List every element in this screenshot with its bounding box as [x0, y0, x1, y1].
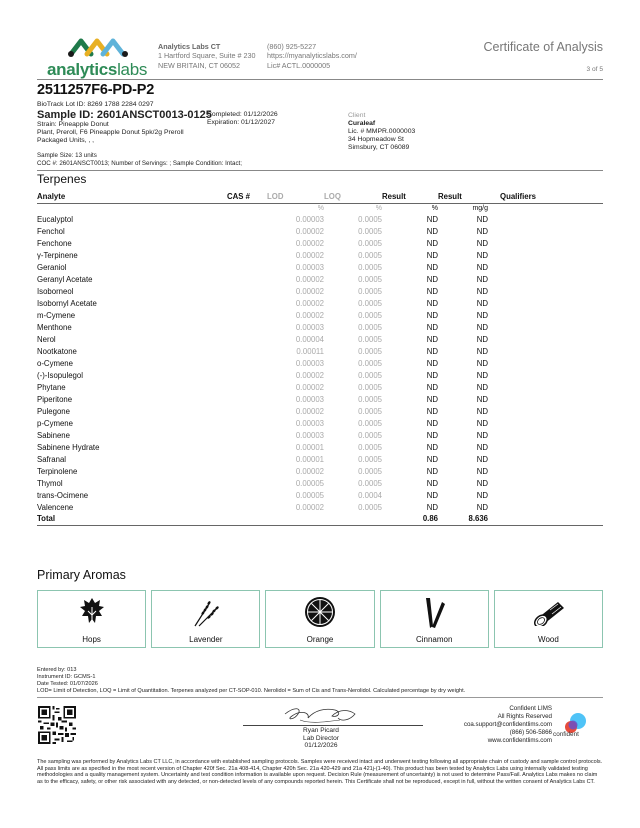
terpenes-table — [37, 192, 603, 526]
client-info — [348, 112, 415, 152]
test-notes — [37, 667, 603, 698]
completed-date: Completed: 01/12/2026 — [207, 111, 278, 118]
cell-loq: 0.0005 — [358, 274, 382, 284]
cell-lod: 0.00003 — [295, 394, 324, 404]
cell-loq: 0.0005 — [358, 334, 382, 344]
cell-qualifiers — [488, 321, 603, 333]
header-cas: CAS # — [227, 192, 267, 203]
cell-qualifiers — [488, 237, 603, 249]
cell-cas — [227, 273, 267, 285]
cell-result-percent: ND — [426, 382, 438, 392]
cell-result-mgg: ND — [476, 382, 488, 392]
lims-info — [464, 705, 552, 745]
cell-loq: 0.0005 — [358, 442, 382, 452]
sample-dates — [207, 111, 278, 128]
cell-analyte: Geranyl Acetate — [37, 274, 93, 284]
document-title: Certificate of Analysis — [483, 40, 603, 54]
header-loq: LOQ — [324, 192, 382, 203]
cell-qualifiers — [488, 405, 603, 417]
cell-cas — [227, 465, 267, 477]
table-row — [37, 249, 603, 261]
cell-qualifiers — [488, 225, 603, 237]
cell-loq: 0.0005 — [358, 466, 382, 476]
sample-id: Sample ID: 2601ANSCT0013-0125 — [37, 109, 212, 121]
total-row — [37, 513, 603, 525]
cell-loq: 0.0005 — [358, 310, 382, 320]
cell-result-mgg: ND — [476, 406, 488, 416]
cell-loq: 0.0005 — [358, 358, 382, 368]
coc-info: COC #: 2601ANSCT0013; Number of Servings: ; Sample Condition: Intact; — [37, 159, 242, 167]
cell-cas — [227, 417, 267, 429]
cell-result-percent: ND — [426, 430, 438, 440]
cell-cas — [227, 369, 267, 381]
aroma-label: Lavender — [189, 635, 223, 644]
client-license: Lic. # MMPR.0000003 — [348, 128, 416, 135]
cell-qualifiers — [488, 429, 603, 441]
cinnamon-icon — [422, 596, 446, 630]
wood-log-icon — [530, 596, 566, 626]
unit-lod: % — [317, 204, 324, 212]
cell-result-mgg: ND — [476, 478, 488, 488]
cell-lod: 0.00002 — [295, 286, 324, 296]
lab-contact — [267, 42, 357, 70]
table-row — [37, 393, 603, 405]
client-label: Client — [348, 112, 366, 119]
table-row — [37, 261, 603, 273]
entered-by: Entered by: 013 — [37, 667, 77, 673]
cell-analyte: o-Cymene — [37, 358, 73, 368]
cell-lod: 0.00001 — [295, 454, 324, 464]
table-row — [37, 381, 603, 393]
cell-result-percent: ND — [426, 406, 438, 416]
cell-analyte: Fenchol — [37, 226, 65, 236]
cell-analyte: Pulegone — [37, 406, 70, 416]
cell-lod: 0.00003 — [295, 262, 324, 272]
cell-loq: 0.0005 — [358, 238, 382, 248]
cell-lod: 0.00002 — [295, 502, 324, 512]
cell-lod: 0.00002 — [295, 310, 324, 320]
signer-name: Ryan Picard — [303, 727, 339, 734]
signature-image — [280, 702, 360, 726]
cell-loq: 0.0005 — [358, 298, 382, 308]
lims-rights: All Rights Reserved — [497, 713, 552, 720]
cell-result-percent: ND — [426, 310, 438, 320]
cell-analyte: Phytane — [37, 382, 66, 392]
sample-extra — [37, 152, 242, 167]
cell-result-percent: ND — [426, 214, 438, 224]
cell-result-percent: ND — [426, 502, 438, 512]
expiration-date: Expiration: 01/12/2027 — [207, 119, 276, 127]
cell-lod: 0.00002 — [295, 238, 324, 248]
cell-cas — [227, 393, 267, 405]
table-row — [37, 273, 603, 285]
cell-loq: 0.0005 — [358, 286, 382, 296]
cell-cas — [227, 237, 267, 249]
cell-result-percent: ND — [426, 298, 438, 308]
cell-loq: 0.0005 — [358, 226, 382, 236]
cell-cas — [227, 453, 267, 465]
cell-cas — [227, 333, 267, 345]
lims-phone: (866) 506-5866 — [509, 729, 552, 736]
lab-name: Analytics Labs CT — [158, 42, 221, 51]
cell-lod: 0.00001 — [295, 442, 324, 452]
cell-lod: 0.00002 — [295, 274, 324, 284]
cell-loq: 0.0005 — [358, 250, 382, 260]
qr-code[interactable] — [38, 706, 76, 744]
instrument-id: Instrument ID: GCMS-1 — [37, 674, 96, 680]
cell-lod: 0.00002 — [295, 406, 324, 416]
table-row — [37, 429, 603, 441]
aroma-card-lavender — [151, 590, 260, 648]
cell-result-mgg: ND — [476, 298, 488, 308]
cell-cas — [227, 249, 267, 261]
page-number: 3 of 5 — [586, 66, 603, 73]
cell-analyte: m-Cymene — [37, 310, 76, 320]
table-row — [37, 417, 603, 429]
aromas-grid — [37, 590, 603, 648]
cell-analyte: Geraniol — [37, 262, 67, 272]
cell-result-percent: ND — [426, 358, 438, 368]
signer-title: Lab Director — [303, 734, 339, 742]
cell-lod: 0.00011 — [296, 346, 324, 356]
table-header-row — [37, 192, 603, 203]
cell-result-percent: ND — [426, 346, 438, 356]
cell-loq: 0.0005 — [358, 262, 382, 272]
table-row — [37, 405, 603, 417]
cell-result-mgg: ND — [476, 358, 488, 368]
product-description-2: Packaged Units, , , — [37, 137, 95, 144]
cell-loq: 0.0005 — [358, 382, 382, 392]
cell-qualifiers — [488, 285, 603, 297]
cell-result-mgg: ND — [476, 226, 488, 236]
table-row — [37, 213, 603, 225]
cell-lod: 0.00005 — [295, 478, 324, 488]
cell-analyte: Nerol — [37, 334, 56, 344]
cell-cas — [227, 477, 267, 489]
cell-cas — [227, 321, 267, 333]
cell-result-mgg: ND — [476, 346, 488, 356]
cell-loq: 0.0004 — [358, 490, 382, 500]
header-lod: LOD — [267, 192, 324, 203]
cell-result-percent: ND — [426, 466, 438, 476]
lab-address-1: 1 Hartford Square, Suite # 230 — [158, 51, 256, 61]
cell-cas — [227, 429, 267, 441]
cell-cas — [227, 285, 267, 297]
cell-lod: 0.00004 — [295, 334, 324, 344]
cell-lod: 0.00003 — [295, 322, 324, 332]
unit-result-percent: % — [431, 204, 438, 212]
cell-qualifiers — [488, 249, 603, 261]
cell-lod: 0.00002 — [295, 370, 324, 380]
table-row — [37, 369, 603, 381]
cell-result-mgg: ND — [476, 430, 488, 440]
cell-result-mgg: ND — [476, 490, 488, 500]
cell-result-mgg: ND — [476, 238, 488, 248]
cell-qualifiers — [488, 309, 603, 321]
cell-result-mgg: ND — [476, 466, 488, 476]
cell-analyte: Fenchone — [37, 238, 72, 248]
cell-result-percent: ND — [426, 418, 438, 428]
cell-qualifiers — [488, 477, 603, 489]
cell-result-mgg: ND — [476, 370, 488, 380]
cell-analyte: Isobornyl Acetate — [37, 298, 97, 308]
hops-icon — [79, 596, 105, 628]
cell-result-mgg: ND — [476, 334, 488, 344]
cell-qualifiers — [488, 273, 603, 285]
cell-qualifiers — [488, 333, 603, 345]
cell-qualifiers — [488, 441, 603, 453]
lab-address-2: NEW BRITAIN, CT 06052 — [158, 60, 241, 70]
cell-lod: 0.00003 — [295, 214, 324, 224]
cell-result-percent: ND — [426, 334, 438, 344]
cell-cas — [227, 345, 267, 357]
orange-slice-icon — [304, 596, 336, 628]
cell-result-mgg: ND — [476, 310, 488, 320]
aroma-label: Hops — [82, 635, 101, 644]
cell-loq: 0.0005 — [358, 478, 382, 488]
cell-result-percent: ND — [426, 394, 438, 404]
cell-qualifiers — [488, 417, 603, 429]
cell-result-mgg: ND — [476, 442, 488, 452]
table-row — [37, 285, 603, 297]
header-result-percent: Result — [382, 192, 438, 203]
aroma-label: Cinnamon — [415, 635, 453, 644]
signoff-date: 01/12/2026 — [304, 742, 338, 749]
sample-size: Sample Size: 13 units — [37, 152, 97, 159]
cell-result-mgg: ND — [476, 418, 488, 428]
aroma-label: Orange — [306, 635, 334, 644]
aroma-card-wood — [494, 590, 603, 648]
biotrack-lot-id: BioTrack Lot ID: 8269 1788 2284 0297 — [37, 101, 154, 108]
lavender-icon — [191, 596, 221, 628]
header-result-mgg: Result — [438, 192, 488, 203]
table-row — [37, 489, 603, 501]
cell-qualifiers — [488, 381, 603, 393]
cell-result-mgg: ND — [476, 394, 488, 404]
cell-analyte: Sabinene Hydrate — [37, 442, 100, 452]
cell-qualifiers — [488, 489, 603, 501]
cell-analyte: Isoborneol — [37, 286, 74, 296]
cell-analyte: Safranal — [37, 454, 67, 464]
terpenes-section-title: Terpenes — [37, 170, 603, 186]
cell-analyte: Sabinene — [37, 430, 70, 440]
units-row — [37, 203, 603, 213]
cell-loq: 0.0005 — [358, 346, 382, 356]
cell-analyte: Piperitone — [37, 394, 73, 404]
lab-website-link[interactable]: https://myanalyticslabs.com/ — [267, 51, 357, 61]
client-address-1: 34 Hopmeadow St — [348, 136, 404, 143]
lab-info — [158, 42, 256, 70]
cell-result-percent: ND — [426, 286, 438, 296]
unit-result-mgg: mg/g — [472, 204, 488, 212]
cell-loq: 0.0005 — [358, 418, 382, 428]
cell-qualifiers — [488, 345, 603, 357]
cell-loq: 0.0005 — [358, 430, 382, 440]
cell-qualifiers — [488, 453, 603, 465]
cell-loq: 0.0005 — [358, 322, 382, 332]
cell-cas — [227, 489, 267, 501]
page-header — [37, 36, 603, 80]
sample-info — [37, 101, 212, 145]
table-row — [37, 321, 603, 333]
strain: Strain: Pineapple Donut — [37, 121, 109, 128]
total-result-percent: 0.86 — [382, 513, 438, 525]
total-result-mgg: 8.636 — [438, 513, 488, 525]
cell-cas — [227, 357, 267, 369]
cell-result-percent: ND — [426, 262, 438, 272]
cell-result-mgg: ND — [476, 250, 488, 260]
signer-block — [281, 727, 361, 750]
cell-loq: 0.0005 — [358, 406, 382, 416]
cell-cas — [227, 225, 267, 237]
lims-email-link[interactable]: coa.support@confidentlims.com — [463, 721, 552, 728]
cell-cas — [227, 213, 267, 225]
cell-qualifiers — [488, 357, 603, 369]
cell-analyte: Menthone — [37, 322, 72, 332]
cell-qualifiers — [488, 213, 603, 225]
lab-license: Lic# ACTL.0000005 — [267, 60, 331, 70]
table-row — [37, 345, 603, 357]
cell-result-mgg: ND — [476, 262, 488, 272]
cell-cas — [227, 381, 267, 393]
cell-result-percent: ND — [426, 274, 438, 284]
cell-result-percent: ND — [426, 226, 438, 236]
aroma-card-orange — [265, 590, 374, 648]
client-name: Curaleaf — [348, 120, 376, 127]
table-row — [37, 309, 603, 321]
primary-aromas-title: Primary Aromas — [37, 568, 126, 582]
table-row — [37, 465, 603, 477]
logo-wordmark — [47, 60, 147, 80]
cell-result-percent: ND — [426, 478, 438, 488]
cell-lod: 0.00002 — [295, 250, 324, 260]
cell-loq: 0.0005 — [358, 370, 382, 380]
table-row — [37, 225, 603, 237]
cell-cas — [227, 441, 267, 453]
table-row — [37, 333, 603, 345]
cell-qualifiers — [488, 261, 603, 273]
cell-analyte: trans-Ocimene — [37, 490, 89, 500]
cell-analyte: p-Cymene — [37, 418, 73, 428]
cell-loq: 0.0005 — [358, 394, 382, 404]
logo-mark-icon — [67, 36, 139, 58]
logo-text-light: labs — [117, 60, 148, 79]
table-row — [37, 441, 603, 453]
analytics-labs-logo — [41, 36, 151, 78]
header-qualifiers: Qualifiers — [488, 192, 603, 203]
cell-result-mgg: ND — [476, 214, 488, 224]
table-row — [37, 453, 603, 465]
header-analyte: Analyte — [37, 192, 227, 203]
aroma-card-cinnamon — [380, 590, 489, 648]
cell-cas — [227, 309, 267, 321]
cell-qualifiers — [488, 297, 603, 309]
cell-lod: 0.00003 — [295, 418, 324, 428]
cell-result-percent: ND — [426, 238, 438, 248]
table-row — [37, 477, 603, 489]
lims-website-link[interactable]: www.confidentlims.com — [487, 737, 552, 744]
cell-cas — [227, 261, 267, 273]
cell-cas — [227, 297, 267, 309]
table-row — [37, 501, 603, 513]
lab-phone: (860) 925-5227 — [267, 42, 317, 51]
cell-cas — [227, 405, 267, 417]
cell-analyte: Terpinolene — [37, 466, 78, 476]
cell-result-mgg: ND — [476, 322, 488, 332]
table-row — [37, 297, 603, 309]
cell-analyte: Nootkatone — [37, 346, 77, 356]
cell-lod: 0.00003 — [295, 358, 324, 368]
cell-qualifiers — [488, 369, 603, 381]
table-row — [37, 237, 603, 249]
cell-loq: 0.0005 — [358, 454, 382, 464]
legal-disclaimer: The sampling was performed by Analytics Labs CT LLC, in accordance with established sampling protocols. Samples were received intact and underwent testing following all appropriate chain of custody and sample control protocols. All pass limits are as specified in the most recent version of Chapter 420f Sec. 21a 408-414, Chapter 420h Sec. 21a 420-429 and 21a 421j-(1-40). This product has been tested by Analytics Labs using internally validated testing methodologies and a quality management system. Uncertainty and test condition information is available upon request. Decision Rule (measurement of uncertainty) is not used to determine Pass/Fail. Analytics Labs makes no claim as to the efficacy, safety, or other risk associated with any detected, or non-detected levels of any compounds reported herein. This Certificate shall not be reproduced, except in full, without the written consent of Analytics Labs CT. — [37, 759, 603, 785]
cell-result-percent: ND — [426, 454, 438, 464]
cell-qualifiers — [488, 501, 603, 513]
cell-result-mgg: ND — [476, 454, 488, 464]
cell-result-mgg: ND — [476, 502, 488, 512]
logo-text-bold: analytics — [47, 60, 118, 79]
cell-loq: 0.0005 — [358, 214, 382, 224]
cell-analyte: Valencene — [37, 502, 74, 512]
batch-id: 2511257F6-PD-P2 — [37, 82, 155, 98]
cell-result-percent: ND — [426, 490, 438, 500]
cell-cas — [227, 501, 267, 513]
lod-loq-legend: LOD= Limit of Detection, LOQ = Limit of Quantitation. Terpenes analyzed per CT-SOP-010. Nerolidol = Sum of Cis and Trans-Nerolidol. Calculated percentage by dry weight. — [37, 688, 466, 694]
cell-analyte: (-)-Isopulegol — [37, 370, 83, 380]
client-address-2: Simsbury, CT 06089 — [348, 144, 410, 151]
cell-result-percent: ND — [426, 370, 438, 380]
cell-qualifiers — [488, 393, 603, 405]
cell-lod: 0.00005 — [295, 490, 324, 500]
cell-result-mgg: ND — [476, 274, 488, 284]
signature-line — [243, 725, 423, 726]
cell-loq: 0.0005 — [358, 502, 382, 512]
lims-name: Confident LIMS — [509, 705, 552, 712]
unit-loq: % — [375, 204, 382, 212]
aroma-card-hops — [37, 590, 146, 648]
cell-analyte: γ-Terpinene — [37, 250, 78, 260]
cell-result-percent: ND — [426, 322, 438, 332]
table-row — [37, 357, 603, 369]
cell-qualifiers — [488, 465, 603, 477]
cell-lod: 0.00002 — [295, 466, 324, 476]
confident-logo-text: confident — [553, 731, 579, 738]
cell-result-mgg: ND — [476, 286, 488, 296]
cell-result-percent: ND — [426, 250, 438, 260]
total-label: Total — [37, 513, 227, 525]
cell-lod: 0.00002 — [295, 298, 324, 308]
date-tested: Date Tested: 01/07/2026 — [37, 681, 98, 687]
cell-analyte: Eucalyptol — [37, 214, 73, 224]
cell-lod: 0.00003 — [295, 430, 324, 440]
aroma-label: Wood — [538, 635, 559, 644]
cell-result-percent: ND — [426, 442, 438, 452]
cell-lod: 0.00002 — [295, 226, 324, 236]
cell-lod: 0.00002 — [295, 382, 324, 392]
product-description-1: Plant, Preroll, F6 Pineapple Donut 5pk/2g Preroll — [37, 129, 184, 136]
cell-analyte: Thymol — [37, 478, 63, 488]
